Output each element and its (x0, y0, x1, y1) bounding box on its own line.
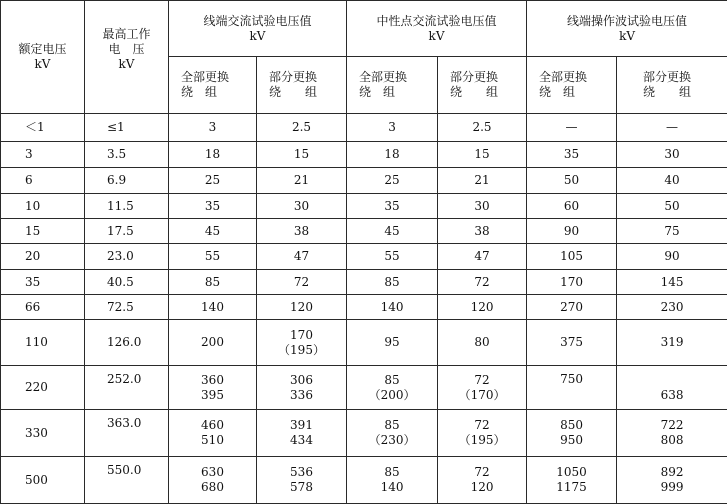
cell-line-ac-partial-value: 306 (290, 372, 313, 387)
cell-rated-voltage-value: 15 (25, 223, 41, 238)
cell-rated-voltage (1, 410, 85, 457)
cell-max-working-voltage-value: 11.5 (107, 198, 134, 213)
table-row (1, 320, 727, 366)
cell-neutral-ac-partial-value: 38 (474, 223, 490, 238)
cell-line-ac-full (169, 168, 257, 194)
cell-neutral-ac-partial-value: 72 (474, 418, 490, 432)
cell-line-ac-full-value: 45 (204, 223, 221, 238)
cell-neutral-ac-full-value: （230） (368, 433, 416, 447)
cell-neutral-ac-full-value: 140 (380, 480, 404, 494)
cell-line-switching-partial-value: 808 (660, 433, 684, 447)
cell-line-ac-full-value: 3 (208, 120, 217, 134)
header-line-ac-line-1: 线端交流试验电压值 (203, 13, 312, 28)
cell-neutral-ac-partial-value: 2.5 (472, 120, 492, 134)
cell-neutral-ac-partial (438, 244, 527, 270)
table-row (1, 114, 727, 142)
cell-max-working-voltage (85, 295, 169, 320)
cell-max-working-voltage (85, 320, 169, 366)
cell-max-working-voltage (85, 410, 169, 457)
cell-line-ac-partial-value: 38 (293, 223, 310, 238)
cell-line-ac-full-value: 200 (201, 335, 224, 349)
cell-neutral-ac-partial-value: 72 (474, 465, 490, 479)
cell-line-ac-full (169, 410, 257, 457)
cell-line-switching-full-value: 170 (560, 274, 583, 289)
subheader-partial-line-2: 绕 组 (643, 85, 692, 99)
header-rated-voltage-line-2: kV (34, 57, 51, 71)
cell-line-switching-partial-value: 40 (664, 173, 680, 187)
cell-line-switching-partial (617, 142, 727, 168)
cell-line-switching-partial-value: 892 (660, 465, 684, 479)
cell-line-switching-full (527, 457, 617, 504)
cell-max-working-voltage (85, 142, 169, 168)
cell-line-ac-full-value: 85 (204, 274, 221, 289)
cell-line-ac-full-value: 460 (201, 418, 224, 432)
cell-line-switching-full (527, 295, 617, 320)
cell-line-switching-partial (617, 194, 727, 219)
cell-line-ac-partial-value: 391 (290, 418, 313, 432)
cell-line-ac-full (169, 270, 257, 295)
cell-neutral-ac-full (347, 457, 438, 504)
cell-max-working-voltage (85, 457, 169, 504)
cell-line-switching-partial (617, 295, 727, 320)
subheader-line-switching-partial (617, 57, 727, 114)
cell-max-working-voltage-value: 550.0 (107, 463, 142, 477)
cell-line-switching-full-value: 850 (560, 418, 583, 432)
cell-line-ac-partial (257, 457, 347, 504)
cell-neutral-ac-full-value: 3 (388, 120, 396, 134)
cell-line-ac-partial-value: 578 (290, 480, 313, 494)
subheader-line-ac-partial (257, 57, 347, 114)
table-body (1, 114, 727, 504)
cell-neutral-ac-partial-value: （170） (458, 387, 506, 402)
subheader-full-line-2: 绕 组 (539, 85, 576, 99)
cell-neutral-ac-full (347, 219, 438, 244)
cell-rated-voltage (1, 320, 85, 366)
cell-line-switching-full (527, 142, 617, 168)
table-row (1, 295, 727, 320)
cell-line-switching-full-value: 50 (563, 173, 580, 187)
cell-neutral-ac-partial-value: 15 (474, 147, 490, 161)
cell-neutral-ac-full (347, 410, 438, 457)
cell-line-ac-full-value: 360 (201, 372, 224, 387)
cell-line-switching-full-value: 950 (560, 433, 583, 447)
cell-line-ac-partial-value: 21 (293, 173, 310, 187)
cell-line-ac-partial (257, 168, 347, 194)
header-line-switching (527, 1, 727, 57)
header-rated-voltage (1, 1, 85, 114)
cell-neutral-ac-full (347, 114, 438, 142)
cell-rated-voltage (1, 142, 85, 168)
cell-neutral-ac-partial-value: 47 (474, 249, 490, 263)
cell-line-ac-full-value: 510 (201, 433, 224, 447)
cell-rated-voltage (1, 168, 85, 194)
cell-neutral-ac-partial-value: 72 (474, 372, 490, 387)
cell-line-ac-full-value: 680 (201, 480, 224, 494)
cell-neutral-ac-partial (438, 295, 527, 320)
cell-max-working-voltage-value: 23.0 (107, 249, 134, 263)
table-row (1, 457, 727, 504)
cell-line-switching-full (527, 194, 617, 219)
cell-rated-voltage-value: 35 (25, 274, 41, 289)
cell-rated-voltage (1, 194, 85, 219)
cell-rated-voltage-value: 3 (25, 147, 33, 161)
cell-line-switching-partial (617, 457, 727, 504)
subheader-line-switching-full (527, 57, 617, 114)
cell-line-ac-full-value: 25 (204, 173, 221, 187)
cell-max-working-voltage-value: ≤1 (107, 120, 125, 134)
cell-line-ac-partial-value: 72 (293, 274, 310, 289)
cell-neutral-ac-full-value: （200） (368, 387, 416, 402)
cell-line-switching-full (527, 114, 617, 142)
cell-max-working-voltage-value: 17.5 (107, 223, 134, 238)
cell-line-ac-partial (257, 219, 347, 244)
subheader-partial-line-1: 部分更换 (643, 70, 692, 84)
subheader-full-line-1: 全部更换 (181, 70, 230, 84)
cell-neutral-ac-partial-value: 120 (470, 480, 494, 494)
cell-line-switching-partial-value: 319 (660, 335, 684, 349)
cell-line-switching-full-value: 1175 (556, 480, 587, 494)
cell-line-ac-partial (257, 295, 347, 320)
cell-neutral-ac-full (347, 142, 438, 168)
cell-line-switching-partial (617, 320, 727, 366)
header-max-working-voltage (85, 1, 169, 114)
cell-neutral-ac-partial (438, 270, 527, 295)
subheader-full-line-2: 绕 组 (181, 85, 218, 99)
cell-line-switching-partial-value: 230 (660, 299, 684, 314)
cell-line-switching-full-value: 1050 (556, 465, 587, 479)
cell-rated-voltage-value: 110 (25, 335, 48, 349)
cell-line-switching-full-value: 750 (560, 372, 583, 386)
cell-neutral-ac-partial (438, 457, 527, 504)
subheader-full-line-1: 全部更换 (539, 70, 588, 84)
subheader-full-line-2: 绕 组 (359, 85, 396, 99)
table-row (1, 194, 727, 219)
cell-line-switching-partial-value: 638 (660, 388, 684, 402)
header-line-ac (169, 1, 347, 57)
table-row (1, 142, 727, 168)
cell-rated-voltage-value: 20 (25, 249, 41, 263)
cell-line-ac-full (169, 114, 257, 142)
subheader-neutral-ac-partial (438, 57, 527, 114)
cell-rated-voltage (1, 457, 85, 504)
subheader-partial-line-2: 绕 组 (450, 85, 499, 99)
cell-neutral-ac-full-value: 55 (384, 249, 400, 263)
cell-line-ac-partial-value: 336 (290, 387, 313, 402)
cell-line-switching-partial-value: 50 (664, 198, 680, 213)
cell-line-switching-partial (617, 410, 727, 457)
header-max-working-voltage-line-2: 电 压 (108, 42, 145, 56)
cell-line-ac-partial-value: 30 (293, 198, 310, 213)
cell-max-working-voltage-value: 252.0 (107, 372, 142, 386)
cell-line-switching-full (527, 219, 617, 244)
cell-line-ac-full-value: 18 (204, 147, 221, 161)
cell-neutral-ac-full-value: 85 (384, 372, 400, 387)
subheader-line-ac-full (169, 57, 257, 114)
cell-neutral-ac-full (347, 320, 438, 366)
cell-rated-voltage-value: 6 (25, 173, 33, 187)
cell-neutral-ac-full (347, 295, 438, 320)
header-rated-voltage-line-1: 额定电压 (18, 42, 67, 56)
header-max-working-voltage-line-1: 最高工作 (102, 27, 151, 41)
cell-max-working-voltage-value: 363.0 (107, 416, 142, 430)
cell-neutral-ac-partial (438, 219, 527, 244)
cell-neutral-ac-full (347, 366, 438, 410)
cell-line-switching-full (527, 410, 617, 457)
cell-line-ac-partial (257, 410, 347, 457)
cell-line-switching-partial (617, 168, 727, 194)
cell-line-ac-partial (257, 320, 347, 366)
cell-neutral-ac-partial (438, 142, 527, 168)
header-max-working-voltage-line-3: kV (118, 57, 135, 71)
cell-max-working-voltage (85, 270, 169, 295)
cell-neutral-ac-full-value: 25 (384, 173, 400, 187)
cell-line-ac-full-value: 630 (201, 465, 224, 479)
cell-line-switching-partial (617, 114, 727, 142)
cell-neutral-ac-partial (438, 168, 527, 194)
cell-line-switching-partial-value: 30 (664, 147, 680, 161)
cell-line-switching-partial-value: 999 (660, 480, 684, 494)
cell-neutral-ac-full (347, 168, 438, 194)
cell-line-ac-partial-value: 47 (293, 249, 310, 263)
cell-neutral-ac-partial (438, 194, 527, 219)
header-neutral-ac-line-1: 中性点交流试验电压值 (376, 13, 497, 28)
cell-neutral-ac-full-value: 85 (384, 274, 400, 289)
header-row-top (1, 1, 727, 57)
subheader-partial-line-2: 绕 组 (269, 85, 318, 99)
cell-line-ac-partial-value: 2.5 (291, 120, 312, 134)
cell-line-switching-full-value: 90 (563, 223, 580, 238)
cell-neutral-ac-partial (438, 114, 527, 142)
cell-line-switching-full-value: 105 (560, 249, 583, 263)
cell-line-ac-full-value: 395 (201, 387, 224, 402)
cell-line-switching-partial-value: — (666, 120, 679, 134)
cell-max-working-voltage-value: 6.9 (107, 173, 127, 187)
cell-neutral-ac-full-value: 85 (384, 418, 400, 432)
header-neutral-ac (347, 1, 527, 57)
cell-line-ac-full-value: 140 (201, 299, 224, 314)
cell-neutral-ac-full-value: 45 (384, 223, 400, 238)
cell-line-ac-partial-value: 170 (290, 327, 313, 342)
cell-line-switching-partial (617, 219, 727, 244)
cell-max-working-voltage (85, 366, 169, 410)
header-neutral-ac-line-2: kV (428, 28, 445, 43)
cell-line-ac-partial-value: 120 (290, 299, 313, 314)
cell-rated-voltage-value: ＜1 (25, 120, 45, 134)
cell-max-working-voltage (85, 244, 169, 270)
cell-line-switching-partial (617, 366, 727, 410)
cell-rated-voltage-value: 500 (25, 472, 48, 487)
cell-line-switching-full (527, 366, 617, 410)
cell-line-ac-partial-value: 536 (290, 465, 313, 479)
cell-rated-voltage (1, 244, 85, 270)
cell-line-switching-full (527, 270, 617, 295)
cell-max-working-voltage-value: 40.5 (107, 274, 134, 289)
cell-max-working-voltage (85, 114, 169, 142)
cell-line-ac-full-value: 55 (204, 249, 221, 263)
cell-line-ac-partial (257, 270, 347, 295)
cell-line-ac-full (169, 295, 257, 320)
subheader-partial-line-1: 部分更换 (269, 70, 318, 84)
cell-line-ac-partial (257, 244, 347, 270)
cell-rated-voltage-value: 220 (25, 380, 48, 394)
cell-line-switching-full (527, 168, 617, 194)
cell-line-ac-full (169, 366, 257, 410)
cell-max-working-voltage-value: 3.5 (107, 147, 127, 161)
cell-rated-voltage (1, 366, 85, 410)
cell-rated-voltage-value: 66 (25, 299, 41, 314)
cell-neutral-ac-partial-value: 80 (474, 335, 490, 349)
cell-line-ac-full (169, 194, 257, 219)
cell-neutral-ac-full (347, 194, 438, 219)
cell-line-ac-partial (257, 366, 347, 410)
cell-rated-voltage-value: 330 (25, 425, 48, 440)
cell-neutral-ac-partial (438, 410, 527, 457)
table-row (1, 270, 727, 295)
cell-rated-voltage (1, 295, 85, 320)
cell-line-ac-partial (257, 194, 347, 219)
cell-rated-voltage (1, 270, 85, 295)
cell-line-ac-full-value: 35 (204, 198, 221, 213)
cell-line-switching-full-value: 375 (560, 335, 583, 349)
cell-line-switching-partial-value: 145 (660, 274, 684, 289)
cell-line-switching-partial-value: 722 (660, 418, 684, 432)
cell-line-switching-full-value: 60 (563, 198, 580, 213)
table-row (1, 366, 727, 410)
cell-line-switching-full-value: 270 (560, 299, 583, 314)
cell-line-switching-full-value: — (565, 120, 578, 134)
header-line-switching-line-2: kV (619, 28, 635, 43)
cell-line-ac-full (169, 142, 257, 168)
cell-line-ac-full (169, 244, 257, 270)
cell-line-switching-full (527, 244, 617, 270)
cell-neutral-ac-partial (438, 320, 527, 366)
cell-neutral-ac-partial-value: 120 (470, 299, 494, 314)
cell-line-ac-partial-value: 434 (290, 433, 313, 447)
cell-max-working-voltage-value: 72.5 (107, 299, 134, 314)
cell-max-working-voltage (85, 219, 169, 244)
cell-line-switching-partial (617, 270, 727, 295)
subheader-partial-line-1: 部分更换 (450, 70, 499, 84)
cell-line-switching-partial (617, 244, 727, 270)
cell-max-working-voltage (85, 194, 169, 219)
subheader-neutral-ac-full (347, 57, 438, 114)
cell-line-ac-full (169, 219, 257, 244)
cell-rated-voltage (1, 219, 85, 244)
cell-neutral-ac-full-value: 140 (380, 299, 404, 314)
cell-line-ac-partial (257, 114, 347, 142)
cell-neutral-ac-partial-value: 30 (474, 198, 490, 213)
cell-rated-voltage (1, 114, 85, 142)
cell-line-ac-full (169, 320, 257, 366)
cell-neutral-ac-partial-value: 21 (474, 173, 490, 187)
cell-line-switching-full-value: 35 (563, 147, 580, 161)
header-line-ac-line-2: kV (249, 28, 266, 43)
header-line-switching-line-1: 线端操作波试验电压值 (567, 13, 688, 28)
cell-line-ac-partial-value: （195） (278, 342, 325, 357)
cell-neutral-ac-full-value: 85 (384, 465, 400, 479)
cell-max-working-voltage (85, 168, 169, 194)
cell-rated-voltage-value: 10 (25, 198, 41, 213)
cell-neutral-ac-full-value: 95 (384, 335, 400, 349)
cell-neutral-ac-partial-value: 72 (474, 274, 490, 289)
cell-line-ac-partial-value: 15 (293, 147, 310, 161)
table-row (1, 168, 727, 194)
subheader-full-line-1: 全部更换 (359, 70, 408, 84)
cell-max-working-voltage-value: 126.0 (107, 335, 142, 349)
cell-neutral-ac-full-value: 35 (384, 198, 400, 213)
cell-neutral-ac-full-value: 18 (384, 147, 400, 161)
cell-line-switching-partial-value: 75 (664, 223, 680, 238)
cell-neutral-ac-partial (438, 366, 527, 410)
cell-neutral-ac-partial-value: （195） (458, 433, 506, 447)
cell-neutral-ac-full (347, 270, 438, 295)
cell-line-switching-full (527, 320, 617, 366)
cell-line-switching-partial-value: 90 (664, 249, 680, 263)
table-row (1, 410, 727, 457)
cell-line-ac-full (169, 457, 257, 504)
table-row (1, 219, 727, 244)
table-row (1, 244, 727, 270)
cell-neutral-ac-full (347, 244, 438, 270)
cell-line-ac-partial (257, 142, 347, 168)
